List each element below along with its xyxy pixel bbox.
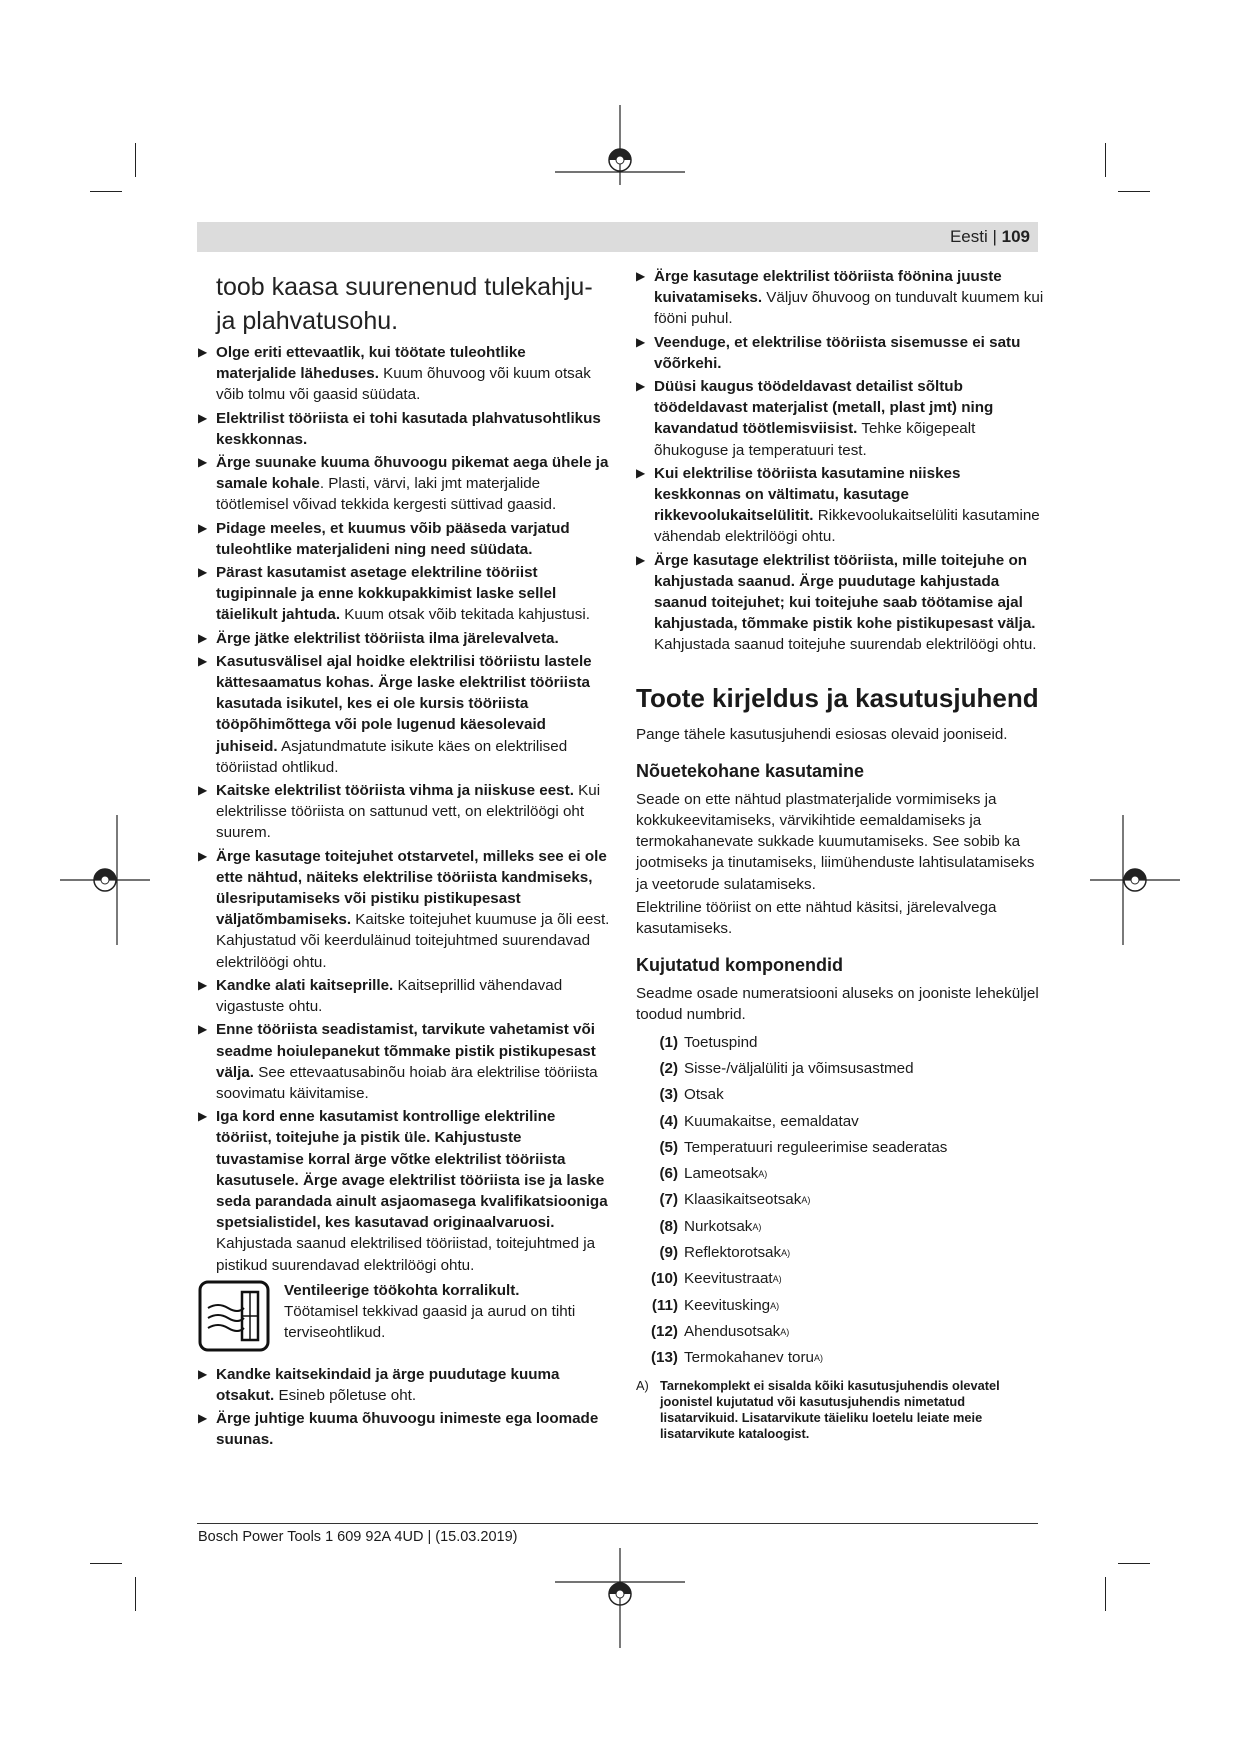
page-header	[197, 222, 1038, 252]
safety-item-bold: Düüsi kaugus töödeldavast detailist sõltub töödeldavast materjalist (metall, plast jmt) ning kavandatud töötlemisviisist.	[654, 378, 994, 438]
safety-item-text: Kaitseprillid vähendavad vigastuste ohtu.	[216, 976, 563, 1016]
crop-mark	[90, 191, 122, 192]
component-label: Klaasikaitseotsak	[684, 1191, 802, 1209]
component-footnote-ref: A)	[770, 1300, 780, 1311]
crop-mark	[90, 1563, 122, 1564]
safety-item-bold: Elektrilist tööriista ei tohi kasutada plahvatusohtlikus keskkonnas.	[216, 409, 601, 448]
component-footnote-ref: A)	[780, 1326, 790, 1337]
safety-item-bold: Ärge suunake kuuma õhuvoogu pikemat aega ühele ja samale kohale	[216, 454, 609, 493]
component-footnote-ref: A)	[814, 1353, 824, 1364]
component-footnote-ref: A)	[752, 1221, 762, 1232]
safety-item-text: Esineb põletuse oht.	[274, 1386, 417, 1404]
safety-item-bold: Kui elektrilise tööriista kasutamine niiskes keskkonnas on vältimatu, kasutage rikkevoolukaitselülitit.	[654, 464, 961, 525]
list-item	[636, 1266, 1044, 1292]
safety-item-text: Kahjustada saanud elektrilised tööriistad, toitejuhtmed ja pistikud suurendavad elektrilöögi ohtu.	[216, 1235, 596, 1274]
component-label: Lameotsak	[684, 1165, 759, 1183]
section-intro: Pange tähele kasutusjuhendi esiosas olevaid jooniseid.	[636, 725, 1008, 743]
registration-mark-icon	[60, 815, 150, 945]
safety-item	[198, 975, 610, 1017]
safety-item-text: Väljuv õhuvoog on tunduvalt kuumem kui fööni puhul.	[654, 289, 1044, 328]
safety-item	[198, 1019, 610, 1104]
component-footnote-ref: A)	[772, 1274, 782, 1285]
components-heading: Kujutatud komponendid	[636, 955, 843, 976]
list-item	[636, 1161, 1044, 1187]
component-label: Keevitusking	[684, 1296, 771, 1314]
safety-item-text: Kuum õhuvoog või kuum otsak võib tolmu või gaasid süüdata.	[216, 365, 591, 404]
footnote-key: A)	[636, 1377, 649, 1393]
list-item	[636, 1056, 1044, 1082]
safety-item-bold: Olge eriti ettevaatlik, kui töötate tuleohtlike materjalide läheduses.	[216, 344, 526, 383]
component-number: (9)	[659, 1244, 678, 1262]
safety-item	[636, 376, 1044, 461]
list-item	[636, 1187, 1044, 1213]
component-label: Keevitustraat	[684, 1270, 773, 1288]
safety-item	[198, 1364, 610, 1406]
safety-item-bold: Kasutusvälisel ajal hoidke elektrilisi tööriistu lastele kättesaamatus kohas. Ärge laske elektrilist tööriista kasutada isikutel, kes ei ole kursis tööriista tööpõhimõttega või pole lugenud käesolevaid juhiseid.	[216, 652, 592, 755]
component-number: (7)	[659, 1191, 678, 1209]
footnote	[636, 1378, 1044, 1442]
list-item	[636, 1345, 1044, 1371]
component-number: (4)	[659, 1112, 678, 1130]
safety-item-text: Rikkevoolukaitselüliti kasutamine vähendab elektrilöögi ohtu.	[654, 507, 1040, 546]
list-item	[636, 1082, 1044, 1108]
safety-item	[198, 780, 610, 844]
list-item	[636, 1240, 1044, 1266]
safety-item-bold: Ärge juhtige kuuma õhuvoogu inimeste ega loomade suunas.	[216, 1410, 599, 1449]
safety-item-text: Tehke kõigepealt õhukoguse ja temperatuuri test.	[654, 420, 976, 459]
safety-item-bold: Ärge kasutage toitejuhet otstarvetel, milleks see ei ole ette nähtud, näiteks elektrilise tööriista kandmiseks, ülesriputamiseks või pistiku pistikupesast väljatõmbamiseks.	[216, 847, 607, 929]
section-title: Toote kirjeldus ja kasutusjuhend	[636, 682, 1039, 713]
safety-item	[198, 628, 610, 649]
component-number: (3)	[659, 1086, 678, 1104]
registration-mark-icon	[555, 1548, 685, 1648]
safety-item-bold: Pidage meeles, et kuumus võib pääseda varjatud tuleohtlike materjalideni ning need süüdata.	[216, 519, 570, 558]
safety-item-bold: Ärge jätke elektrilist tööriista ilma järelevalveta.	[216, 629, 559, 647]
intended-use-heading: Nõuetekohane kasutamine	[636, 760, 865, 781]
ventilation-bold: Ventileerige töökohta korralikult.	[284, 1281, 520, 1299]
right-column	[636, 266, 1044, 1442]
safety-item	[198, 562, 610, 626]
crop-mark	[1118, 1563, 1150, 1564]
component-label: Ahendusotsak	[684, 1322, 781, 1340]
safety-item-text: Kuum otsak võib tekitada kahjustusi.	[340, 606, 590, 624]
components-list	[636, 1030, 1044, 1372]
header-separator: |	[992, 227, 997, 246]
safety-item	[198, 342, 610, 406]
safety-item	[198, 452, 610, 516]
crop-mark	[135, 1577, 136, 1611]
safety-item-bold: Veenduge, et elektrilise tööriista sisemusse ei satu võõrkehi.	[654, 333, 1021, 372]
safety-item-text: Kahjustada saanud toitejuhe suurendab elektrilöögi ohtu.	[654, 636, 1037, 654]
ventilation-body: Töötamisel tekkivad gaasid ja aurud on tihti terviseohtlikud.	[284, 1302, 576, 1342]
safety-item-text: Asjatundmatute isikute käes on elektrilised tööriistad ohtlikud.	[216, 737, 568, 776]
footer-divider	[197, 1523, 1038, 1524]
component-number: (2)	[659, 1059, 678, 1077]
ventilation-notice	[198, 1280, 610, 1352]
safety-item-text: See ettevaatusabinõu hoiab ära elektrilise tööriista soovimatu käivitamise.	[216, 1063, 598, 1102]
component-footnote-ref: A)	[801, 1195, 811, 1206]
crop-mark	[1105, 1577, 1106, 1611]
safety-item	[198, 518, 610, 560]
crop-mark	[1105, 143, 1106, 177]
component-label: Reflektorotsak	[684, 1244, 782, 1262]
safety-item	[198, 1408, 610, 1450]
safety-item-text: . Plasti, värvi, laki jmt materjalide töötlemisel võivad tekkida kergesti süttivad gaasid.	[216, 475, 557, 514]
crop-mark	[135, 143, 136, 177]
safety-item	[198, 651, 610, 778]
list-item	[636, 1293, 1044, 1319]
safety-item-bold: Ärge kasutage elektrilist tööriista, mille toitejuhe on kahjustada saanud. Ärge puudutage kahjustada saanud toitejuhet; kui toitejuhe saab töötamise ajal kahjustada, tõmmake pistik kohe pistikupesast välja.	[654, 551, 1036, 633]
components-intro: Seadme osade numeratsiooni aluseks on jooniste leheküljel toodud numbrid.	[636, 985, 1039, 1024]
component-footnote-ref: A)	[758, 1169, 768, 1180]
safety-item-bold: Enne tööriista seadistamist, tarvikute vahetamist või seadme hoiulepanekut tõmmake pistik pistikupesast välja.	[216, 1021, 596, 1081]
list-item	[636, 1109, 1044, 1135]
safety-item-bold: Kaitske elektrilist tööriista vihma ja niiskuse eest.	[216, 782, 574, 800]
page-footer: Bosch Power Tools 1 609 92A 4UD | (15.03.2019)	[198, 1529, 518, 1545]
safety-item	[198, 1106, 610, 1276]
component-label: Kuumakaitse, eemaldatav	[684, 1112, 859, 1130]
safety-item-bold: Iga kord enne kasutamist kontrollige elektriline tööriist, toitejuhe ja pistik üle. Kahjustuste tuvastamise korral ärge võtke elektrilist tööriista kasutusele. Ärge avage elektrilist tööriista ise ja laske seda parandada ainult asjaomasega kvalifikatsiooniga spetsialistidel, kes kasutavad originaalvaruosi.	[216, 1108, 608, 1232]
list-item	[636, 1319, 1044, 1345]
safety-item-bold: Kandke alati kaitseprille.	[216, 976, 394, 994]
component-label: Termokahanev toru	[684, 1349, 815, 1367]
component-label: Otsak	[684, 1086, 724, 1104]
page-header-text	[950, 227, 1030, 247]
safety-item	[636, 266, 1044, 330]
component-number: (11)	[651, 1296, 678, 1314]
component-label: Sisse-/väljalüliti ja võimsusastmed	[684, 1059, 914, 1077]
component-number: (13)	[650, 1349, 678, 1367]
registration-mark-icon	[555, 105, 685, 205]
safety-item-bold: Pärast kasutamist asetage elektriline tööriist tugipinnale ja enne kokkupakkimist laske sellel täielikult jahtuda.	[216, 564, 557, 624]
ventilation-text	[284, 1280, 610, 1344]
safety-item-text: Kui elektrilisse tööriista on sattunud vett, on elektrilöögi oht suurem.	[216, 782, 601, 842]
registration-mark-icon	[1090, 815, 1180, 945]
component-number: (6)	[659, 1165, 678, 1183]
list-item	[636, 1030, 1044, 1056]
footnote-text: Tarnekomplekt ei sisalda kõiki kasutusjuhendis olevatel joonistel kujutatud või kasutusjuhendis nimetatud lisatarvikuid. Lisatarvikute täieliku loetelu leiate meie lisatarvikute kataloogist.	[660, 1377, 1000, 1441]
safety-item	[198, 846, 610, 973]
list-item	[636, 1214, 1044, 1240]
component-number: (8)	[659, 1217, 678, 1235]
component-number: (1)	[659, 1033, 678, 1051]
component-number: (12)	[650, 1322, 678, 1340]
safety-item-bold: Kandke kaitsekindaid ja ärge puudutage kuuma otsakut.	[216, 1365, 560, 1404]
safety-item	[636, 550, 1044, 656]
ventilation-icon	[198, 1280, 270, 1352]
safety-item-bold: Ärge kasutage elektrilist tööriista föönina juuste kuivatamiseks.	[654, 268, 1002, 307]
component-number: (10)	[650, 1270, 678, 1288]
component-label: Toetuspind	[684, 1033, 758, 1051]
intended-use-text-2: Elektriline tööriist on ette nähtud käsitsi, järelevalvega kasutamiseks.	[636, 898, 997, 938]
page-number: 109	[1001, 227, 1030, 246]
component-footnote-ref: A)	[781, 1248, 791, 1259]
left-column	[198, 266, 610, 1453]
safety-item	[198, 408, 610, 450]
header-language: Eesti	[949, 227, 988, 246]
list-item	[636, 1135, 1044, 1161]
intended-use-text: Seade on ette nähtud plastmaterjalide vormimiseks ja kokkukeevitamiseks, värvikihtide eemaldamiseks ja termokahanevate sukkade kuumutamiseks. See sobib ka jootmiseks ja tinutamiseks, liimühenduste lahtisulatamiseks ja veetorude sulatamiseks.	[636, 790, 1035, 893]
safety-item	[636, 332, 1044, 374]
continued-text: toob kaasa suurenenud tulekahju- ja plahvatusohu.	[216, 273, 593, 335]
safety-item	[636, 463, 1044, 548]
safety-item-text: Kaitske toitejuhet kuumuse ja õli eest. Kahjustatud või keerduläinud toitejuhtmed suurendavad elektrilöögi ohtu.	[216, 911, 610, 971]
component-number: (5)	[659, 1138, 678, 1156]
component-label: Temperatuuri reguleerimise seaderatas	[684, 1138, 948, 1156]
component-label: Nurkotsak	[684, 1217, 753, 1235]
crop-mark	[1118, 191, 1150, 192]
